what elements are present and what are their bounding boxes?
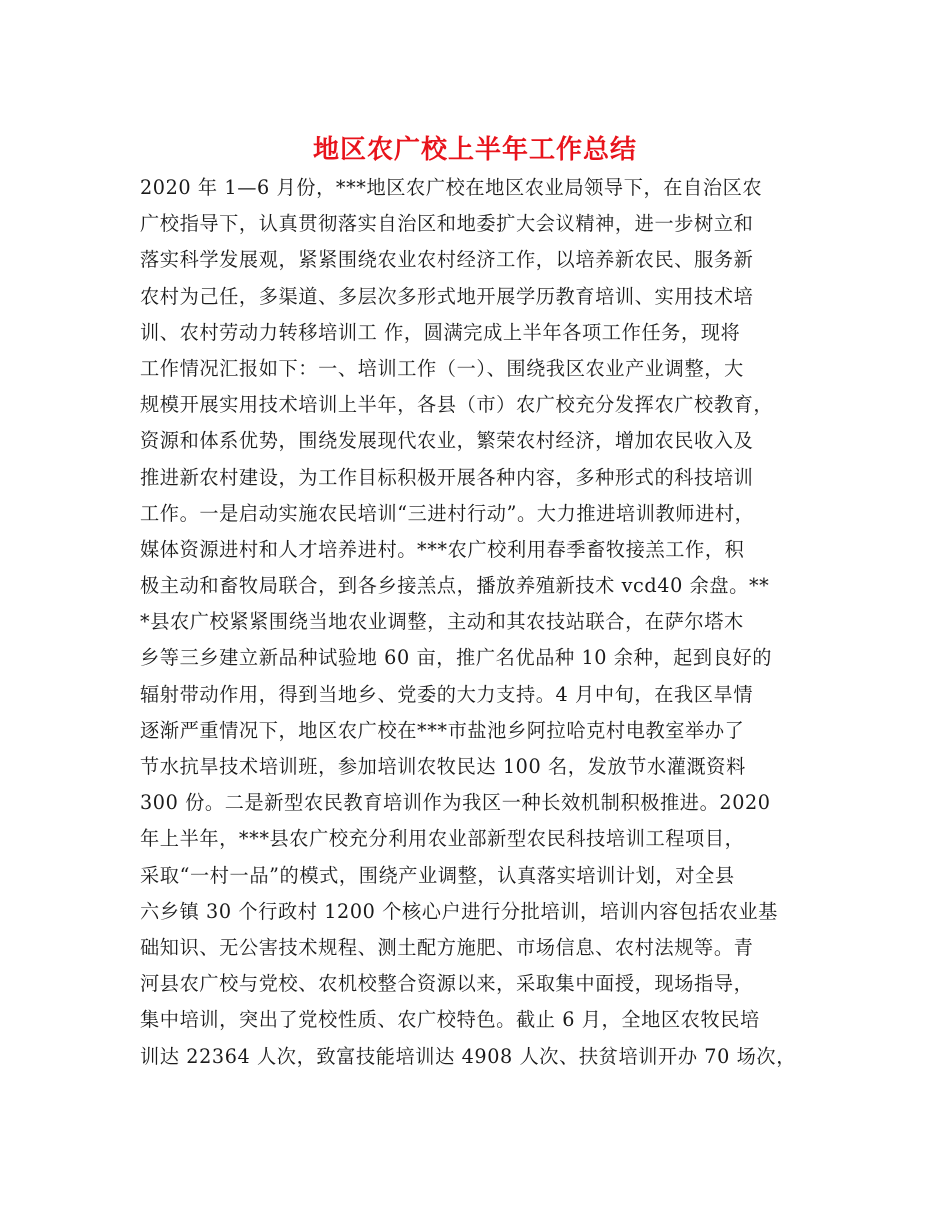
body-line: 训达 22364 人次，致富技能培训达 4908 人次、扶贫培训开办 70 场次， — [140, 1044, 796, 1068]
body-line: 落实科学发展观，紧紧围绕农业农村经济工作，以培养新农民、服务新 — [140, 248, 754, 272]
body-line: 推进新农村建设，为工作目标积极开展各种内容，多种形式的科技培训 — [140, 465, 754, 489]
body-line: 农村为己任，多渠道、多层次多形式地开展学历教育培训、实用技术培 — [140, 284, 754, 308]
body-line: 工作。一是启动实施农民培训“三进村行动”。大力推进培训教师进村， — [140, 501, 755, 525]
document-title: 地区农广校上半年工作总结 — [312, 135, 637, 165]
body-line: 2020 年 1—6 月份，***地区农广校在地区农业局领导下，在自治区农 — [140, 176, 763, 199]
body-line: 300 份。二是新型农民教育培训作为我区一种长效机制积极推进。2020 — [140, 791, 771, 815]
body-line: 逐渐严重情况下，地区农广校在***市盐池乡阿拉哈克村电教室举办了 — [140, 718, 745, 742]
body-line: 采取“一村一品”的模式，围绕产业调整，认真落实培训计划，对全县 — [140, 863, 735, 887]
body-line: 极主动和畜牧局联合，到各乡接羔点，播放养殖新技术 vcd40 余盘。** — [140, 574, 770, 598]
body-line: 六乡镇 30 个行政村 1200 个核心户进行分批培训，培训内容包括农业基 — [140, 899, 778, 923]
body-line: 媒体资源进村和人才培养进村。***农广校利用春季畜牧接羔工作，积 — [140, 537, 745, 561]
body-line: 年上半年，***县农广校充分利用农业部新型农民科技培训工程项目， — [140, 827, 745, 851]
body-line: 础知识、无公害技术规程、测土配方施肥、市场信息、农村法规等。青 — [140, 935, 754, 959]
body-line: 广校指导下，认真贯彻落实自治区和地委扩大会议精神，进一步树立和 — [140, 212, 754, 236]
body-line: 工作情况汇报如下：一、培训工作（一）、围绕我区农业产业调整，大 — [140, 356, 744, 380]
body-line: 资源和体系优势，围绕发展现代农业，繁荣农村经济，增加农民收入及 — [140, 429, 754, 453]
body-line: 节水抗旱技术培训班，参加培训农牧民达 100 名，发放节水灌溉资料 — [140, 755, 746, 778]
body-line: 训、农村劳动力转移培训工 作，圆满完成上半年各项工作任务，现将 — [140, 320, 741, 344]
body-line: 集中培训，突出了党校性质、农广校特色。截止 6 月，全地区农牧民培 — [140, 1008, 760, 1032]
document-body — [140, 170, 830, 1075]
body-line: 乡等三乡建立新品种试验地 60 亩，推广名优品种 10 余种，起到良好的 — [140, 646, 773, 670]
body-line: *县农广校紧紧围绕当地农业调整，主动和其农技站联合，在萨尔塔木 — [140, 610, 744, 634]
body-line: 河县农广校与党校、农机校整合资源以来，采取集中面授，现场指导， — [140, 972, 754, 996]
body-line: 辐射带动作用，得到当地乡、党委的大力支持。4 月中旬，在我区旱情 — [140, 682, 754, 706]
body-line: 规模开展实用技术培训上半年，各县（市）农广校充分发挥农广校教育， — [140, 393, 774, 417]
